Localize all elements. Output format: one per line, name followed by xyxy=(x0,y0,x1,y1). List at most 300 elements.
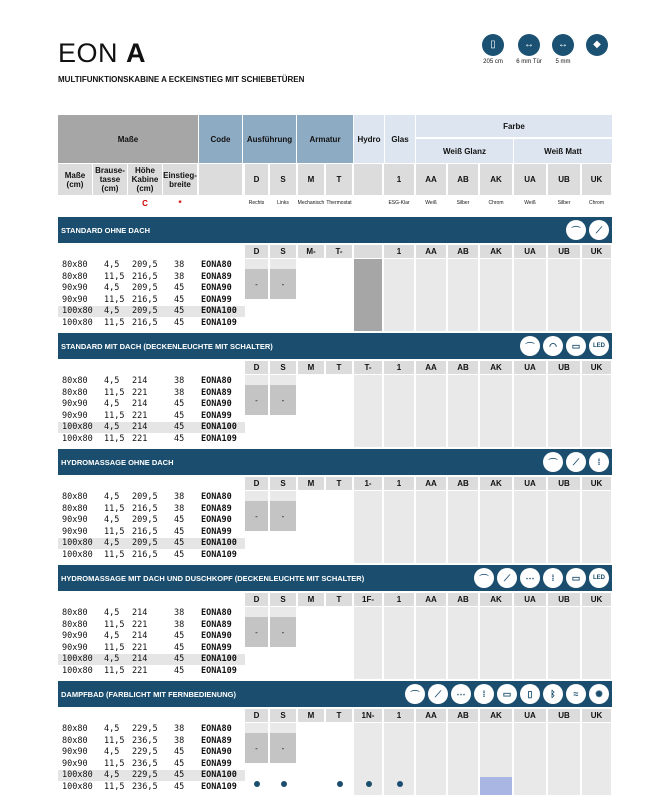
section-header xyxy=(58,333,612,359)
ceiling-light-icon: ◠ xyxy=(543,336,563,356)
size: 80x80 xyxy=(62,735,88,746)
section-option-letter: M- xyxy=(298,245,324,258)
product-code: EONA80 xyxy=(201,492,232,502)
hydro-jet-icon: ⁞ xyxy=(589,452,609,472)
option-desc: Chrom xyxy=(588,199,604,206)
section-option-letter: AK xyxy=(480,361,512,374)
cabin-height: 216,5 xyxy=(132,271,158,282)
product-code: EONA89 xyxy=(201,503,232,514)
section-header xyxy=(58,565,612,591)
section-option-letter: M xyxy=(298,709,324,722)
option-letter: UB xyxy=(548,164,580,195)
table-row xyxy=(58,492,612,503)
tray-height: 11,5 xyxy=(104,434,125,444)
size: 80x80 xyxy=(62,492,88,502)
table-row xyxy=(58,318,245,329)
entry-width: 38 xyxy=(174,271,185,282)
entry-width: 45 xyxy=(174,422,185,433)
product-code: EONA90 xyxy=(201,515,232,526)
section-option-letter: UB xyxy=(548,245,580,258)
size: 90x90 xyxy=(62,283,88,294)
section-option-letter: AA xyxy=(416,361,446,374)
section-option-letter: D xyxy=(245,477,268,490)
product-code: EONA99 xyxy=(201,410,232,421)
option-desc: Mechanisch xyxy=(298,199,324,206)
hand-shower-icon: ⟋ xyxy=(589,220,609,240)
option-desc: Rechts xyxy=(248,199,265,206)
option-desc: Weiß xyxy=(524,199,536,206)
option-letter: AB xyxy=(448,164,478,195)
entry-width: 45 xyxy=(174,654,185,665)
size: 100x80 xyxy=(62,770,93,781)
section-option-letter: T xyxy=(326,593,352,606)
table-row xyxy=(58,272,612,283)
cabin-height: 209,5 xyxy=(132,283,158,294)
cabin-height: 236,5 xyxy=(132,735,158,746)
spacer xyxy=(58,593,242,606)
option-desc: Thermostat xyxy=(326,199,352,206)
roof-icon: ▭ xyxy=(497,684,517,704)
table-row xyxy=(58,736,612,747)
option-desc xyxy=(354,196,382,210)
tray-height: 11,5 xyxy=(104,410,125,421)
option-letter: AK xyxy=(480,164,512,195)
size: 80x80 xyxy=(62,376,88,386)
section-option-letter: 1- xyxy=(354,477,382,490)
tray-height: 4,5 xyxy=(104,724,120,734)
section-option-letter: UA xyxy=(514,361,546,374)
cabin-height: 216,5 xyxy=(132,318,158,328)
section-option-letter: T- xyxy=(354,361,382,374)
roof-icon: ▭ xyxy=(566,568,586,588)
tray-height: 4,5 xyxy=(104,608,120,618)
product-code: EONA89 xyxy=(201,735,232,746)
steam-icon: ≈ xyxy=(566,684,586,704)
product-code: EONA80 xyxy=(201,376,232,386)
page-subtitle: MULTIFUNKTIONSKABINE A ECKEINSTIEG MIT SCHIEBETÜREN xyxy=(58,75,305,84)
product-code: EONA89 xyxy=(201,619,232,630)
table-row xyxy=(58,608,612,619)
cabin-height: 229,5 xyxy=(132,770,158,781)
cabin-height: 209,5 xyxy=(132,306,158,317)
section-option-letter: T xyxy=(326,709,352,722)
section-option-letter: UK xyxy=(582,245,611,258)
cabin-height: 229,5 xyxy=(132,724,158,734)
section-title: HYDROMASSAGE OHNE DACH xyxy=(61,457,174,467)
armatur-header: Armatur xyxy=(297,115,353,163)
cabin-height: 236,5 xyxy=(132,782,158,792)
cabin-height: 229,5 xyxy=(132,747,158,758)
glas-header: Glas xyxy=(385,115,415,163)
product-code: EONA109 xyxy=(201,434,237,444)
section-option-letter: AA xyxy=(416,245,446,258)
table-row xyxy=(58,515,612,526)
size: 80x80 xyxy=(62,271,88,282)
hand-shower-icon: ⟋ xyxy=(566,452,586,472)
section-option-letter: 1N- xyxy=(354,709,382,722)
section-option-letter: AA xyxy=(416,593,446,606)
tray-height: 11,5 xyxy=(104,294,125,305)
cabin-height: 209,5 xyxy=(132,260,158,270)
size: 100x80 xyxy=(62,782,93,792)
remote-icon: ▯ xyxy=(520,684,540,704)
tray-height: 11,5 xyxy=(104,758,125,769)
rain-shower-icon: ⋯ xyxy=(520,568,540,588)
option-letter: M xyxy=(298,164,324,195)
tray-height: 4,5 xyxy=(104,422,120,433)
availability-dot xyxy=(397,781,403,787)
entry-width: 45 xyxy=(174,515,185,526)
hydro-jet-icon: ⁞ xyxy=(474,684,494,704)
section-option-letter: UA xyxy=(514,245,546,258)
section-option-letter: D xyxy=(245,709,268,722)
entry-width: 45 xyxy=(174,770,185,781)
table-row xyxy=(58,295,612,306)
cabin-height: 221 xyxy=(132,619,148,630)
section-option-letter: UA xyxy=(514,477,546,490)
section-title: STANDARD OHNE DACH xyxy=(61,225,151,235)
section-option-letter: 1 xyxy=(384,245,414,258)
tray-height: 11,5 xyxy=(104,526,125,537)
product-code: EONA100 xyxy=(201,770,237,781)
option-letter: AA xyxy=(416,164,446,195)
size: 90x90 xyxy=(62,294,88,305)
option-letter: UA xyxy=(514,164,546,195)
cabin-height: 221 xyxy=(132,642,148,653)
entry-width: 45 xyxy=(174,526,185,537)
section-header xyxy=(58,681,612,707)
cabin-height: 214 xyxy=(132,631,148,642)
table-row xyxy=(58,388,612,399)
table-row xyxy=(58,411,612,422)
product-code: EONA89 xyxy=(201,271,232,282)
size: 80x80 xyxy=(62,260,88,270)
shower-tray-icon: ⌒ xyxy=(474,568,494,588)
product-code: EONA80 xyxy=(201,608,232,618)
section-option-letter: 1 xyxy=(384,593,414,606)
table-row xyxy=(58,306,245,317)
section-option-letter: AA xyxy=(416,709,446,722)
entry-width: 38 xyxy=(174,387,185,398)
entry-width: 38 xyxy=(174,724,185,734)
masse-header: Maße xyxy=(58,115,198,163)
product-code: EONA99 xyxy=(201,758,232,769)
entry-width: 45 xyxy=(174,782,185,792)
entry-width: 38 xyxy=(174,376,185,386)
table-row xyxy=(58,504,612,515)
bluetooth-icon: ᛒ xyxy=(543,684,563,704)
section-option-letter: M xyxy=(298,361,324,374)
section-option-letter: AB xyxy=(448,361,478,374)
code-header: Code xyxy=(199,115,242,163)
size: 90x90 xyxy=(62,631,88,642)
icon-caption: 6 mm Tür xyxy=(516,59,542,65)
entry-width: 45 xyxy=(174,642,185,653)
tray-height: 4,5 xyxy=(104,654,120,665)
table-row xyxy=(58,376,612,387)
section-option-letter: T xyxy=(326,477,352,490)
fan-icon: ✺ xyxy=(589,684,609,704)
spacer xyxy=(58,477,242,490)
product-code: EONA100 xyxy=(201,306,237,317)
cabin-height: 221 xyxy=(132,387,148,398)
tray-height: 11,5 xyxy=(104,642,125,653)
product-code: EONA100 xyxy=(201,422,237,433)
dimension-subheader: Höhe Kabine (cm) xyxy=(128,164,162,195)
table-row xyxy=(58,724,612,735)
table-row xyxy=(58,620,612,631)
availability-dash: - xyxy=(270,501,296,531)
tray-height: 4,5 xyxy=(104,747,120,758)
section-option-letter: UB xyxy=(548,593,580,606)
highlight-cell xyxy=(480,777,512,795)
option-letter: UK xyxy=(582,164,611,195)
section-option-letter: S xyxy=(270,593,296,606)
option-desc: ESG-Klar xyxy=(388,199,410,206)
size: 100x80 xyxy=(62,318,93,328)
section-title: DAMPFBAD (FARBLICHT MIT FERNBEDIENUNG) xyxy=(61,689,236,699)
size: 100x80 xyxy=(62,550,93,560)
table-row xyxy=(58,747,612,758)
tray-height: 4,5 xyxy=(104,538,120,549)
product-code: EONA90 xyxy=(201,747,232,758)
tray-height: 4,5 xyxy=(104,492,120,502)
section-option-letter: AB xyxy=(448,709,478,722)
section-option-letter: 1 xyxy=(384,709,414,722)
section-option-letter: AB xyxy=(448,477,478,490)
option-desc: Weiß xyxy=(425,199,437,206)
size: 100x80 xyxy=(62,666,93,676)
tray-height: 4,5 xyxy=(104,631,120,642)
dimension-subheader: Brause-tasse (cm) xyxy=(93,164,127,195)
spacer xyxy=(58,709,242,722)
entry-width: 38 xyxy=(174,503,185,514)
section-header xyxy=(58,449,612,475)
size: 80x80 xyxy=(62,619,88,630)
shower-tray-icon: ⌒ xyxy=(405,684,425,704)
tray-height: 4,5 xyxy=(104,515,120,526)
section-option-letter: S xyxy=(270,245,296,258)
section-option-letter: S xyxy=(270,361,296,374)
availability-dot xyxy=(254,781,260,787)
section-option-letter: UB xyxy=(548,361,580,374)
option-desc: Links xyxy=(277,199,289,206)
cabin-height: 214 xyxy=(132,422,148,433)
product-code: EONA90 xyxy=(201,283,232,294)
section-option-letter: UK xyxy=(582,593,611,606)
table-row xyxy=(58,631,612,642)
product-code: EONA99 xyxy=(201,294,232,305)
table-row xyxy=(58,422,245,433)
size: 80x80 xyxy=(62,503,88,514)
table-row xyxy=(58,434,245,445)
tray-height: 11,5 xyxy=(104,619,125,630)
option-desc: Silber xyxy=(456,199,470,206)
cabin-height: 209,5 xyxy=(132,515,158,526)
cabin-height: 214 xyxy=(132,654,148,665)
tray-height: 4,5 xyxy=(104,260,120,270)
entry-width: 38 xyxy=(174,608,185,618)
tray-height: 11,5 xyxy=(104,503,125,514)
roof-icon: ▭ xyxy=(566,336,586,356)
section-option-letter: UK xyxy=(582,361,611,374)
cabin-height: 236,5 xyxy=(132,758,158,769)
led-icon: LED xyxy=(589,336,609,356)
section-option-letter: AB xyxy=(448,245,478,258)
section-option-letter: UB xyxy=(548,477,580,490)
section-option-letter: T xyxy=(326,361,352,374)
cabin-height: 214 xyxy=(132,399,148,410)
icon-caption: 205 cm xyxy=(483,59,503,65)
entry-width: 45 xyxy=(174,666,185,676)
table-row xyxy=(58,782,245,793)
cabin-height: 214 xyxy=(132,376,148,386)
entry-width: 45 xyxy=(174,399,185,410)
cabin-height: 221 xyxy=(132,434,148,444)
cabin-height: 216,5 xyxy=(132,526,158,537)
size: 100x80 xyxy=(62,306,93,317)
product-code: EONA99 xyxy=(201,526,232,537)
option-letter: T xyxy=(326,164,352,195)
availability-dash: - xyxy=(270,269,296,299)
tray-height: 11,5 xyxy=(104,271,125,282)
product-code: EONA89 xyxy=(201,387,232,398)
tray-height: 11,5 xyxy=(104,550,125,560)
availability-dot xyxy=(281,781,287,787)
tray-height: 4,5 xyxy=(104,770,120,781)
cabin-height: 216,5 xyxy=(132,294,158,305)
table-row xyxy=(58,260,612,271)
size: 100x80 xyxy=(62,422,93,433)
section-option-letter: UA xyxy=(514,593,546,606)
cabin-height: 214 xyxy=(132,608,148,618)
weiss-glanz-header: Weiß Glanz xyxy=(416,139,513,163)
door-icon: ▯ xyxy=(482,34,504,56)
size: 90x90 xyxy=(62,410,88,421)
entry-width: 45 xyxy=(174,410,185,421)
tray-height: 11,5 xyxy=(104,318,125,328)
option-letter xyxy=(354,164,382,195)
shower-tray-icon: ⌒ xyxy=(566,220,586,240)
section-title: STANDARD MIT DACH (DECKENLEUCHTE MIT SCHALTER) xyxy=(61,341,273,351)
section-option-letter: 1 xyxy=(384,477,414,490)
dimension-subheader: Einstieg-breite xyxy=(163,164,197,195)
tray-height: 4,5 xyxy=(104,399,120,410)
hydro-jet-icon: ⁞ xyxy=(543,568,563,588)
entry-width: 38 xyxy=(174,619,185,630)
table-row xyxy=(58,550,245,561)
section-option-letter xyxy=(354,245,382,258)
entry-width: 45 xyxy=(174,434,185,444)
section-option-letter: D xyxy=(245,361,268,374)
rain-shower-icon: ⋯ xyxy=(451,684,471,704)
section-option-letter: M xyxy=(298,593,324,606)
table-row xyxy=(58,538,245,549)
entry-width: 45 xyxy=(174,283,185,294)
availability-dash: - xyxy=(270,385,296,415)
section-option-letter: S xyxy=(270,709,296,722)
weiss-matt-header: Weiß Matt xyxy=(514,139,612,163)
section-option-letter: AA xyxy=(416,477,446,490)
size: 90x90 xyxy=(62,399,88,410)
product-code: EONA109 xyxy=(201,550,237,560)
hand-shower-icon: ⟋ xyxy=(497,568,517,588)
cabin-height: 216,5 xyxy=(132,503,158,514)
section-option-letter: 1 xyxy=(384,361,414,374)
entry-width: 45 xyxy=(174,538,185,549)
entry-width: 38 xyxy=(174,492,185,502)
mark-star: * xyxy=(178,198,182,208)
availability-dash: - xyxy=(245,501,268,531)
table-row xyxy=(58,399,612,410)
product-code: EONA90 xyxy=(201,399,232,410)
size: 100x80 xyxy=(62,654,93,665)
product-code: EONA109 xyxy=(201,666,237,676)
availability-dash: - xyxy=(245,269,268,299)
entry-width: 38 xyxy=(174,260,185,270)
table-row xyxy=(58,759,612,770)
section-option-letter: D xyxy=(245,245,268,258)
size: 100x80 xyxy=(62,434,93,444)
code-subheader xyxy=(199,164,242,195)
table-row xyxy=(58,654,245,665)
product-code: EONA109 xyxy=(201,782,237,792)
ausfuehrung-header: Ausführung xyxy=(243,115,296,163)
availability-dot xyxy=(337,781,343,787)
size: 90x90 xyxy=(62,758,88,769)
product-code: EONA99 xyxy=(201,642,232,653)
size: 90x90 xyxy=(62,642,88,653)
entry-width: 45 xyxy=(174,306,185,317)
size: 90x90 xyxy=(62,526,88,537)
section-option-letter: AK xyxy=(480,245,512,258)
entry-width: 45 xyxy=(174,550,185,560)
size: 90x90 xyxy=(62,747,88,758)
section-option-letter: AK xyxy=(480,477,512,490)
cabin-height: 209,5 xyxy=(132,538,158,549)
tray-height: 11,5 xyxy=(104,735,125,746)
cabin-height: 221 xyxy=(132,410,148,421)
section-option-letter: D xyxy=(245,593,268,606)
table-row xyxy=(58,666,245,677)
entry-width: 45 xyxy=(174,294,185,305)
section-option-letter: UK xyxy=(582,477,611,490)
size: 80x80 xyxy=(62,724,88,734)
spacer xyxy=(58,361,242,374)
product-code: EONA90 xyxy=(201,631,232,642)
cabin-height: 221 xyxy=(132,666,148,676)
table-row xyxy=(58,643,612,654)
option-desc: Chrom xyxy=(488,199,504,206)
product-code: EONA109 xyxy=(201,318,237,328)
table-row xyxy=(58,770,245,781)
section-option-letter: UB xyxy=(548,709,580,722)
dimension-subheader: Maße (cm) xyxy=(58,164,92,195)
mark-c: C xyxy=(142,198,148,208)
tray-height: 11,5 xyxy=(104,387,125,398)
glass-arrow-icon: ↔ xyxy=(518,34,540,56)
led-icon: LED xyxy=(589,568,609,588)
glass-arrow-icon: ↔ xyxy=(552,34,574,56)
availability-dash: - xyxy=(245,617,268,647)
size: 100x80 xyxy=(62,538,93,549)
option-desc: Silber xyxy=(557,199,571,206)
section-option-letter: AB xyxy=(448,593,478,606)
entry-width: 38 xyxy=(174,735,185,746)
entry-width: 45 xyxy=(174,747,185,758)
option-letter: D xyxy=(245,164,268,195)
section-option-letter: UK xyxy=(582,709,611,722)
